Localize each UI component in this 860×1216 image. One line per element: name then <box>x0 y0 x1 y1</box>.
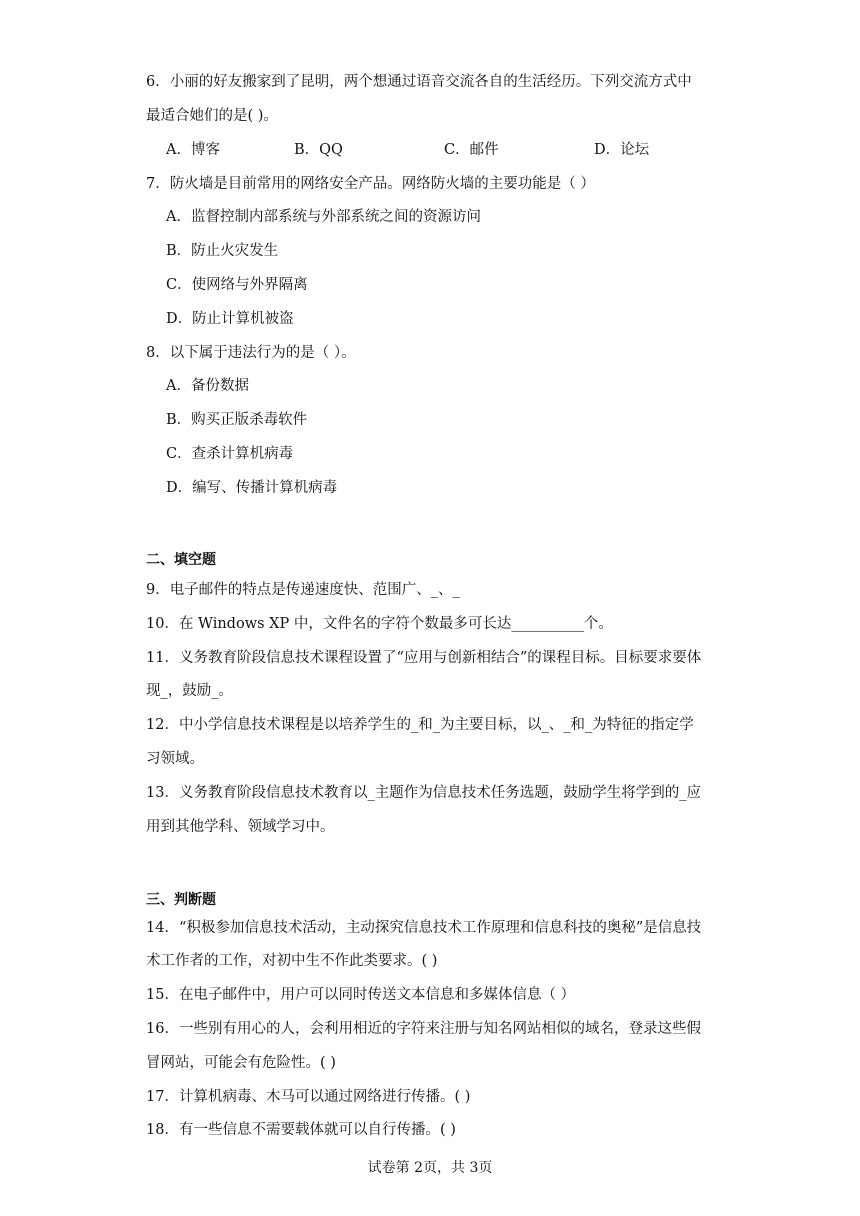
question-15: 15．在电子邮件中，用户可以同时传送文本信息和多媒体信息（ ） <box>146 987 576 1003</box>
question-6-line-1: 6．小丽的好友搬家到了昆明，两个想通过语音交流各自的生活经历。下列交流方式中 <box>146 74 692 90</box>
question-6-option-b: B．QQ <box>294 142 343 158</box>
question-16-line-2: 冒网站，可能会有危险性。( ) <box>146 1055 336 1071</box>
question-11-line-1: 11．义务教育阶段信息技术课程设置了“应用与创新相结合”的课程目标。目标要求要体 <box>146 650 702 666</box>
question-7-option-d: D．防止计算机被盗 <box>166 311 294 327</box>
question-6-option-a: A．博客 <box>166 142 220 158</box>
question-12-line-1: 12．中小学信息技术课程是以培养学生的_和_为主要目标，以_、_和_为特征的指定学 <box>146 717 694 733</box>
question-7-option-c: C．使网络与外界隔离 <box>166 277 308 293</box>
question-8-option-c: C．查杀计算机病毒 <box>166 446 294 462</box>
question-8-stem: 8．以下属于违法行为的是（ ）。 <box>146 345 356 361</box>
question-14-line-1: 14．“积极参加信息技术活动，主动探究信息技术工作原理和信息科技的奥秘”是信息技 <box>146 920 702 936</box>
question-6-line-2: 最适合她们的是( )。 <box>146 108 278 124</box>
question-16-line-1: 16．一些别有用心的人，会利用相近的字符来注册与知名网站相似的域名，登录这些假 <box>146 1021 701 1037</box>
question-8-option-b: B．购买正版杀毒软件 <box>166 412 308 428</box>
page-footer: 试卷第 2页，共 3页 <box>367 1160 493 1176</box>
question-8-option-a: A．备份数据 <box>166 378 249 394</box>
question-12-line-2: 习领域。 <box>146 751 204 767</box>
question-7-option-a: A．监督控制内部系统与外部系统之间的资源访问 <box>166 209 481 225</box>
question-11-line-2: 现_，鼓励_。 <box>146 683 233 699</box>
question-7-option-b: B．防止火灾发生 <box>166 243 279 259</box>
question-7-stem: 7．防火墙是目前常用的网络安全产品。网络防火墙的主要功能是（ ） <box>146 176 595 192</box>
question-9: 9．电子邮件的特点是传递速度快、范围广、_、_ <box>146 582 460 598</box>
question-13-line-1: 13．义务教育阶段信息技术教育以_主题作为信息技术任务选题，鼓励学生将学到的_应 <box>146 785 701 801</box>
question-13-line-2: 用到其他学科、领域学习中。 <box>146 819 335 835</box>
question-14-line-2: 术工作者的工作，对初中生不作此类要求。( ) <box>146 953 438 969</box>
question-8-option-d: D．编写、传播计算机病毒 <box>166 480 338 496</box>
question-17: 17．计算机病毒、木马可以通过网络进行传播。( ) <box>146 1089 471 1105</box>
question-18: 18．有一些信息不需要载体就可以自行传播。( ) <box>146 1122 456 1138</box>
question-6-option-d: D．论坛 <box>594 142 650 158</box>
question-10: 10．在 Windows XP 中，文件名的字符个数最多可长达__________个。 <box>146 616 613 632</box>
section-3-title: 三、判断题 <box>146 892 216 908</box>
section-2-title: 二、填空题 <box>146 552 216 568</box>
question-6-options <box>0 140 860 160</box>
question-6-option-c: C．邮件 <box>444 142 499 158</box>
